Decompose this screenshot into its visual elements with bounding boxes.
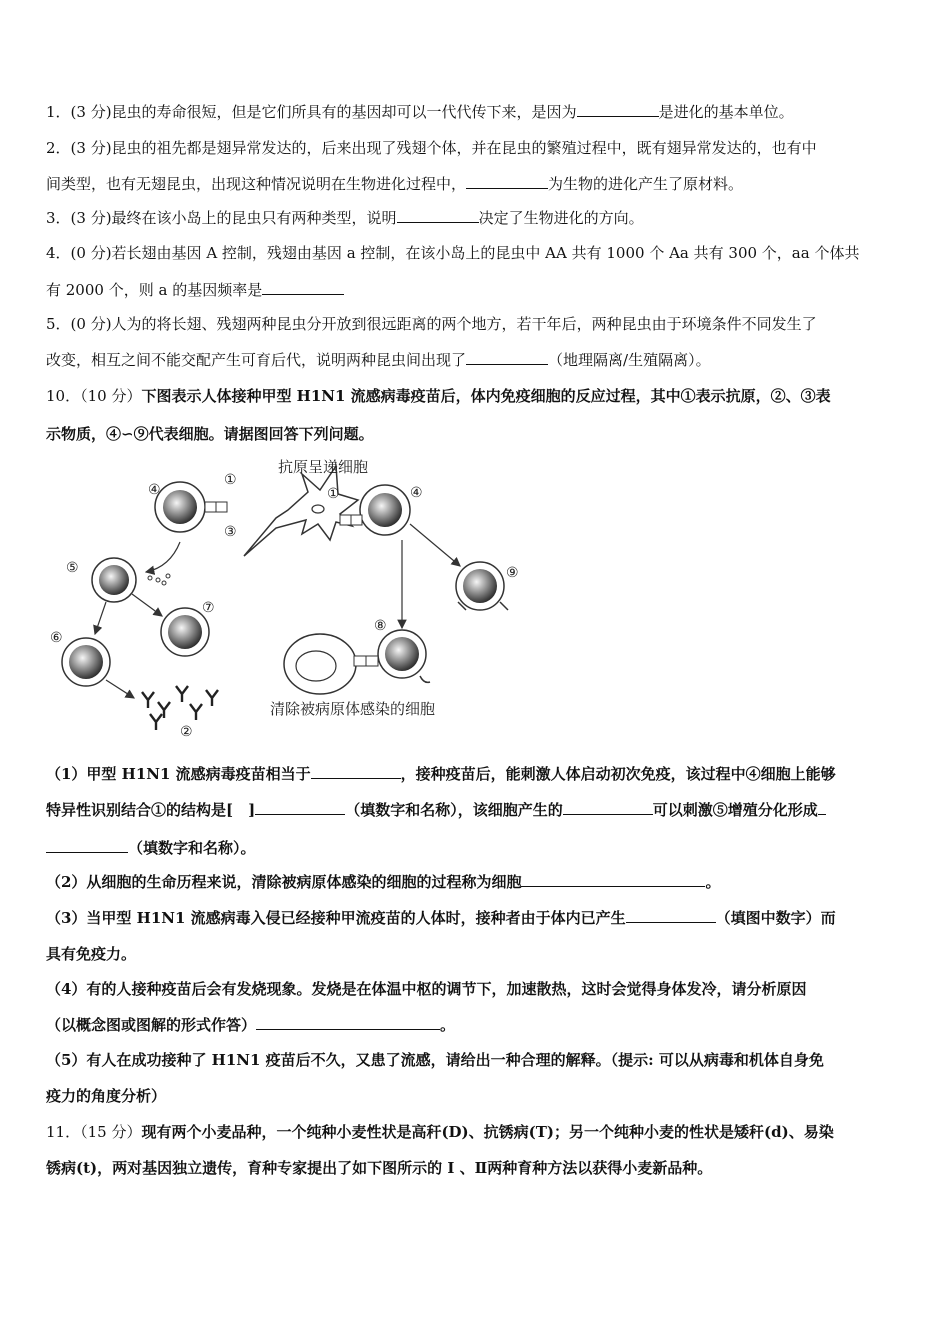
answer-blank[interactable] (397, 208, 479, 223)
label-1-left: ① (224, 472, 237, 488)
answer-blank[interactable] (262, 280, 344, 295)
q10-line1: 10．（10 分）下图表示人体接种甲型 H1N1 流感病毒疫苗后，体内免疫细胞的反应过程，其中①表示抗原，②、③表 (46, 387, 831, 405)
q10-sub1-line3: （填数字和名称）。 (46, 838, 906, 858)
q10-sub4-line2: （以概念图或图解的形式作答） 。 (46, 1016, 456, 1034)
answer-blank[interactable] (577, 102, 659, 117)
q10-sub4-line1: （4）有的人接种疫苗后会有发烧现象。发烧是在体温中枢的调节下，加速散热，这时会觉得身体发冷，请分析原因 (46, 980, 807, 998)
answer-blank[interactable] (626, 908, 716, 923)
q11-line2: 锈病(t)，两对基因独立遗传，育种专家提出了如下图所示的 Ⅰ 、Ⅱ两种育种方法以获得小麦新品种。 (46, 1159, 713, 1177)
answer-blank[interactable] (46, 838, 128, 853)
q2-line2: 间类型，也有无翅昆虫，出现这种情况说明在生物进化过程中， 为生物的进化产生了原材料。 (46, 175, 744, 193)
q1-line1: 1．(3 分)昆虫的寿命很短，但是它们所具有的基因却可以一代代传下来，是因为 是进化的基本单位。 (46, 103, 794, 121)
q11-line1: 11．（15 分）现有两个小麦品种，一个纯种小麦性状是高秆(D)、抗锈病(T)；另一个纯种小麦的性状是矮秆(d)、易染 (46, 1123, 834, 1141)
apc-cell (244, 466, 358, 556)
answer-blank[interactable] (311, 764, 401, 779)
answer-blank[interactable] (466, 350, 548, 365)
q10-sub2: （2）从细胞的生命历程来说，清除被病原体感染的细胞的过程称为细胞 。 (46, 873, 721, 891)
q4-line1: 4．(0 分)若长翅由基因 A 控制，残翅由基因 a 控制，在该小岛上的昆虫中 AA 共有 1000 个 Aa 共有 300 个，aa 个体共 (46, 244, 860, 262)
q10-sub1-line1: （1）甲型 H1N1 流感病毒疫苗相当于 ，接种疫苗后，能刺激人体启动初次免疫，该过程中④细胞上能够 (46, 765, 836, 783)
apc-label: 抗原呈递细胞 (278, 458, 369, 476)
answer-blank[interactable] (818, 800, 826, 815)
q10-sub5-line1: （5）有人在成功接种了 H1N1 疫苗后不久，又患了流感，请给出一种合理的解释。（提示: 可以从病毒和机体自身免 (46, 1051, 824, 1069)
label-1-right: ① (327, 486, 340, 502)
question-number: 10．（10 分） (46, 387, 142, 405)
q10-sub5-line2: 疫力的角度分析） (46, 1087, 167, 1105)
answer-blank[interactable] (521, 872, 705, 887)
answer-blank[interactable] (563, 800, 653, 815)
q10-sub3-line1: （3）当甲型 H1N1 流感病毒入侵已经接种甲流疫苗的人体时，接种者由于体内已产生 （填图中数字）而 (46, 909, 836, 927)
label-5: ⑤ (66, 560, 79, 576)
label-7: ⑦ (202, 600, 215, 616)
q5-line2: 改变，相互之间不能交配产生可育后代，说明两种昆虫间出现了 （地理隔离/生殖隔离）。 (46, 351, 711, 369)
label-8: ⑧ (374, 618, 387, 634)
q3-line1: 3．(3 分)最终在该小岛上的昆虫只有两种类型，说明 决定了生物进化的方向。 (46, 209, 644, 227)
answer-blank[interactable] (255, 800, 345, 815)
q10-sub1-line2: 特异性识别结合①的结构是[ ] （填数字和名称），该细胞产生的 可以刺激⑤增殖分化形成 (46, 800, 906, 820)
label-6: ⑥ (50, 630, 63, 646)
question-number: 11．（15 分） (46, 1123, 142, 1141)
answer-blank[interactable] (466, 174, 548, 189)
label-4-left: ④ (148, 482, 161, 498)
label-2: ② (180, 724, 193, 740)
label-9: ⑨ (506, 565, 519, 581)
label-3: ③ (224, 524, 237, 540)
q10-sub3-line2: 具有免疫力。 (46, 945, 137, 963)
q2-line1: 2．(3 分)昆虫的祖先都是翅异常发达的，后来出现了残翅个体，并在昆虫的繁殖过程中，既有翅异常发达的，也有中 (46, 139, 817, 157)
immune-response-diagram (40, 452, 530, 742)
q5-line1: 5．(0 分)人为的将长翅、残翅两种昆虫分开放到很远距离的两个地方，若干年后，两种昆虫由于环境条件不同发生了 (46, 315, 817, 333)
q4-line2: 有 2000 个，则 a 的基因频率是 (46, 280, 906, 300)
target-label: 清除被病原体感染的细胞 (270, 700, 436, 718)
label-4-right: ④ (410, 485, 423, 501)
q10-line2: 示物质，④∽⑨代表细胞。请据图回答下列问题。 (46, 425, 374, 443)
answer-blank[interactable] (256, 1015, 440, 1030)
